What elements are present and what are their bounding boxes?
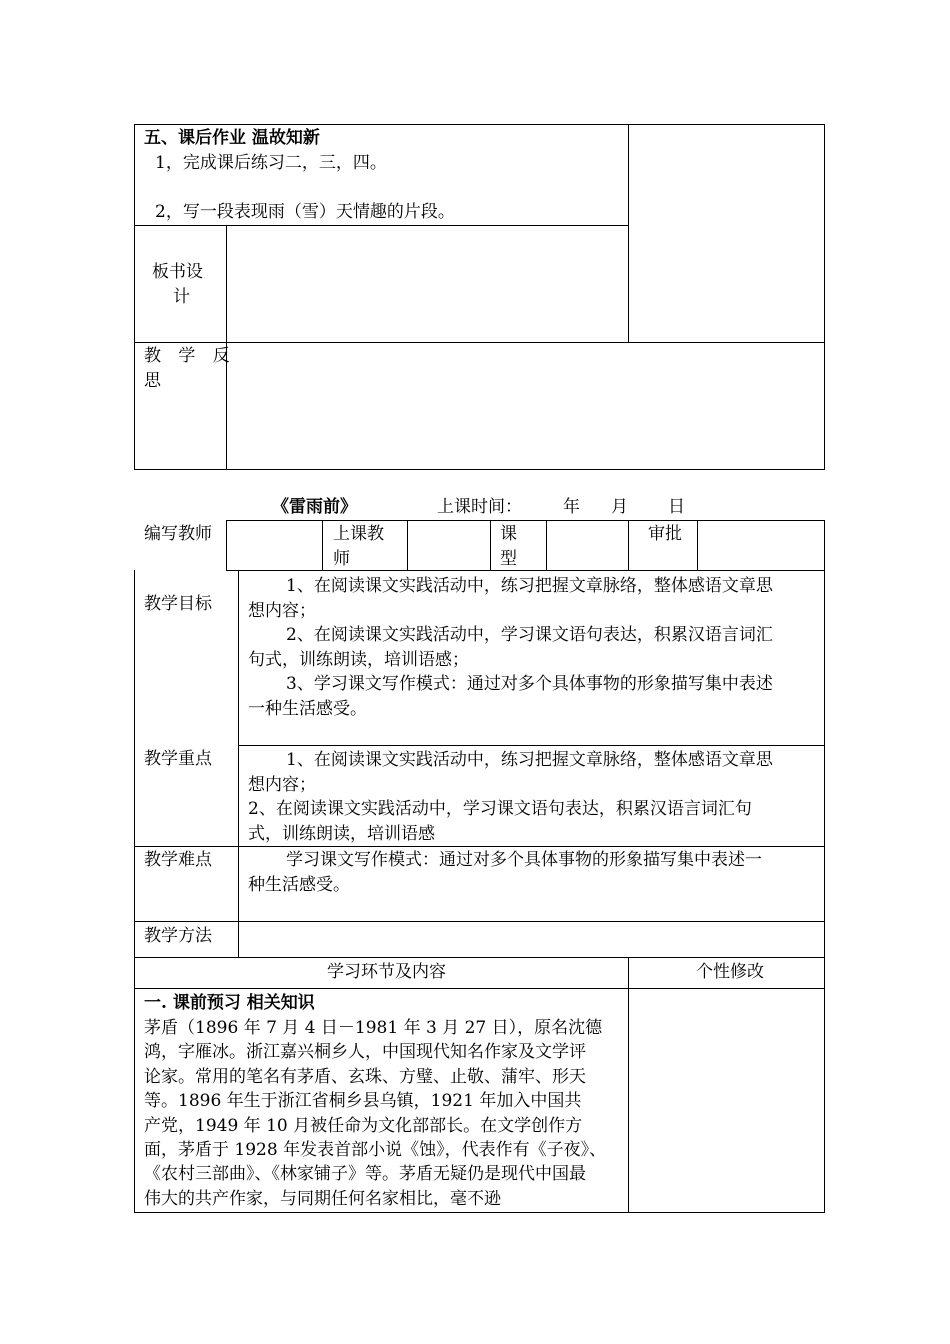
- approve-label: 审批: [648, 524, 682, 544]
- preview-line: 等。1896 年生于浙江省桐乡县乌镇，1921 年加入中国共: [144, 1091, 582, 1111]
- preview-line: 面，茅盾于 1928 年发表首部小说《蚀》，代表作有《子夜》、: [144, 1140, 607, 1160]
- preview-line: 产党，1949 年 10 月被任命为文化部部长。在文学创作方: [144, 1116, 583, 1136]
- homework-item: 2，写一段表现雨（雪）天情趣的片段。: [155, 202, 455, 222]
- board-design-label: 计: [173, 287, 190, 307]
- author-label: 编写教师: [144, 524, 212, 544]
- personal-edit-header: 个性修改: [696, 962, 764, 982]
- difficulty-label: 教学难点: [144, 850, 212, 870]
- preview-line: 茅盾（1896 年 7 月 4 日－1981 年 3 月 27 日），原名沈德: [144, 1018, 603, 1038]
- process-header: 学习环节及内容: [327, 962, 446, 982]
- method-label: 教学方法: [144, 926, 212, 946]
- board-design-label: 板书设: [152, 262, 203, 282]
- lesson-type-label: 课: [500, 524, 517, 544]
- lesson-type-label: 型: [500, 549, 517, 569]
- objective-line: 想内容；: [248, 601, 316, 621]
- objectives-label: 教学目标: [144, 594, 212, 614]
- teacher-label: 上课教: [333, 524, 384, 544]
- preview-line: 伟大的共产作家，与同期任何名家相比，毫不逊: [144, 1189, 501, 1209]
- key-point-line: 想内容；: [248, 775, 316, 795]
- key-point-line: 2、在阅读课文实践活动中，学习课文语句表达，积累汉语言词汇句: [248, 799, 752, 819]
- objective-line: 1、在阅读课文实践活动中，练习把握文章脉络，整体感语文章思: [286, 576, 773, 596]
- year-label: 年: [563, 497, 580, 517]
- day-label: 日: [668, 497, 685, 517]
- homework-title: 五、课后作业 温故知新: [144, 128, 320, 148]
- objective-line: 句式，训练朗读，培训语感；: [248, 650, 469, 670]
- key-point-line: 式，训练朗读，培训语感: [248, 824, 435, 844]
- objective-line: 2、在阅读课文实践活动中，学习课文语句表达，积累汉语言词汇: [286, 625, 773, 645]
- objective-line: 一种生活感受。: [248, 699, 367, 719]
- key-point-line: 1、在阅读课文实践活动中，练习把握文章脉络，整体感语文章思: [286, 750, 773, 770]
- preview-line: 《农村三部曲》、《林家铺子》等。茅盾无疑仍是现代中国最: [144, 1164, 586, 1184]
- difficulty-line: 学习课文写作模式：通过对多个具体事物的形象描写集中表述一: [286, 850, 762, 870]
- homework-item: 1，完成课后练习二，三，四。: [155, 153, 387, 173]
- preview-title: 一. 课前预习 相关知识: [144, 993, 315, 1013]
- reflection-label: 教 学 反: [144, 346, 236, 366]
- month-label: 月: [611, 497, 628, 517]
- difficulty-line: 种生活感受。: [248, 875, 350, 895]
- teacher-label: 师: [333, 549, 350, 569]
- preview-line: 鸿，字雁冰。浙江嘉兴桐乡人，中国现代知名作家及文学评: [144, 1042, 586, 1062]
- objective-line: 3、学习课文写作模式：通过对多个具体事物的形象描写集中表述: [286, 674, 773, 694]
- reflection-label: 思: [144, 371, 161, 391]
- preview-line: 论家。常用的笔名有茅盾、玄珠、方璧、止敬、蒲牢、形天: [144, 1067, 586, 1087]
- class-time-label: 上课时间：: [437, 497, 522, 517]
- lesson-title: 《雷雨前》: [272, 497, 357, 517]
- key-points-label: 教学重点: [144, 749, 212, 769]
